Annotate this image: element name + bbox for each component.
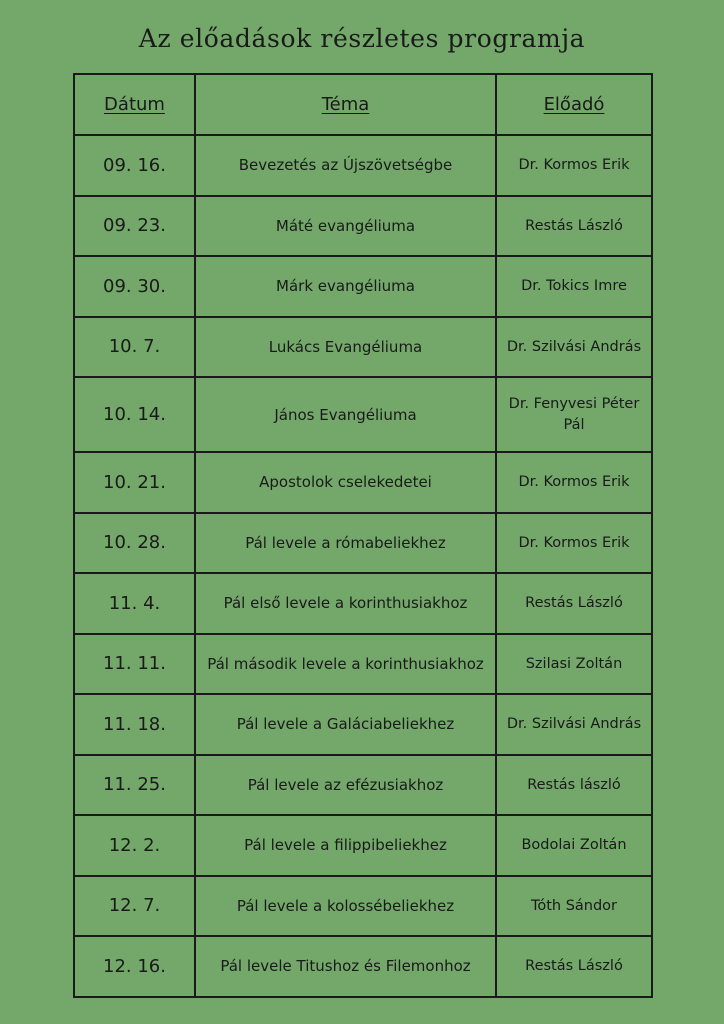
- topic-cell: Bevezetés az Újszövetségbe: [195, 135, 496, 196]
- topic-cell: Pál levele a rómabeliekhez: [195, 513, 496, 574]
- topic-cell: Pál levele a Galáciabeliekhez: [195, 694, 496, 755]
- topic-cell: Márk evangéliuma: [195, 256, 496, 317]
- date-cell: 12. 7.: [74, 876, 195, 937]
- topic-cell: Pál második levele a korinthusiakhoz: [195, 634, 496, 695]
- table-row: [74, 876, 652, 937]
- topic-cell: Apostolok cselekedetei: [195, 452, 496, 513]
- date-cell: 11. 18.: [74, 694, 195, 755]
- table-row: [74, 936, 652, 997]
- table-header-row: [74, 74, 652, 135]
- speaker-cell: Bodolai Zoltán: [496, 815, 652, 876]
- date-cell: 09. 23.: [74, 196, 195, 257]
- date-cell: 11. 25.: [74, 755, 195, 816]
- table-row: [74, 256, 652, 317]
- speaker-cell: Restás László: [496, 573, 652, 634]
- speaker-cell: Dr. Kormos Erik: [496, 513, 652, 574]
- table-row: [74, 196, 652, 257]
- speaker-cell: Tóth Sándor: [496, 876, 652, 937]
- date-cell: 09. 16.: [74, 135, 195, 196]
- topic-cell: János Evangéliuma: [195, 377, 496, 452]
- date-cell: 12. 16.: [74, 936, 195, 997]
- table-row: [74, 513, 652, 574]
- topic-cell: Pál első levele a korinthusiakhoz: [195, 573, 496, 634]
- header-date: Dátum: [74, 74, 195, 135]
- speaker-cell: Dr. Kormos Erik: [496, 135, 652, 196]
- speaker-cell: Restás László: [496, 936, 652, 997]
- date-cell: 10. 28.: [74, 513, 195, 574]
- date-cell: 11. 11.: [74, 634, 195, 695]
- topic-cell: Pál levele az efézusiakhoz: [195, 755, 496, 816]
- table-row: [74, 815, 652, 876]
- table-row: [74, 452, 652, 513]
- date-cell: 12. 2.: [74, 815, 195, 876]
- speaker-cell: Restás László: [496, 196, 652, 257]
- date-cell: 10. 7.: [74, 317, 195, 378]
- topic-cell: Máté evangéliuma: [195, 196, 496, 257]
- table-row: [74, 317, 652, 378]
- topic-cell: Pál levele a filippibeliekhez: [195, 815, 496, 876]
- topic-cell: Pál levele Titushoz és Filemonhoz: [195, 936, 496, 997]
- speaker-cell: Dr. Kormos Erik: [496, 452, 652, 513]
- speaker-cell: Restás lászló: [496, 755, 652, 816]
- date-cell: 10. 21.: [74, 452, 195, 513]
- speaker-cell: Szilasi Zoltán: [496, 634, 652, 695]
- speaker-cell: Dr. Fenyvesi Péter Pál: [496, 377, 652, 452]
- date-cell: 09. 30.: [74, 256, 195, 317]
- schedule-table: [73, 73, 653, 998]
- page-title: Az előadások részletes programja: [138, 24, 586, 53]
- header-topic: Téma: [195, 74, 496, 135]
- table-row: [74, 755, 652, 816]
- date-cell: 11. 4.: [74, 573, 195, 634]
- speaker-cell: Dr. Szilvási András: [496, 317, 652, 378]
- table-row: [74, 634, 652, 695]
- header-speaker: Előadó: [496, 74, 652, 135]
- topic-cell: Pál levele a kolossébeliekhez: [195, 876, 496, 937]
- speaker-cell: Dr. Tokics Imre: [496, 256, 652, 317]
- topic-cell: Lukács Evangéliuma: [195, 317, 496, 378]
- speaker-cell: Dr. Szilvási András: [496, 694, 652, 755]
- table-row: [74, 377, 652, 452]
- table-row: [74, 573, 652, 634]
- table-row: [74, 135, 652, 196]
- date-cell: 10. 14.: [74, 377, 195, 452]
- table-row: [74, 694, 652, 755]
